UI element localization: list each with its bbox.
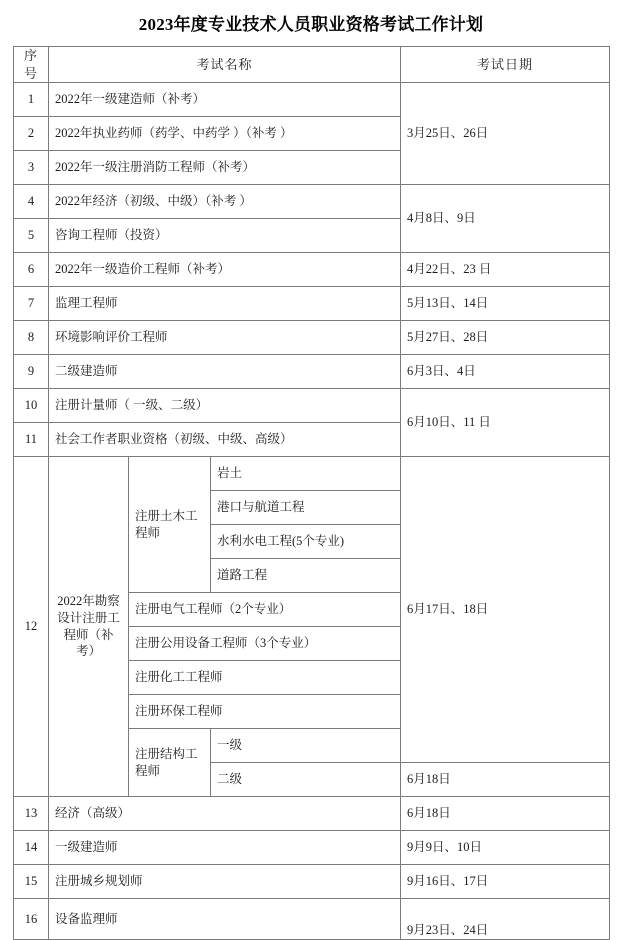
row-exam-name: 经济（高级） bbox=[49, 797, 401, 831]
table-header-row bbox=[14, 47, 610, 83]
row-exam-name: 注册计量师（ 一级、二级） bbox=[49, 389, 401, 423]
table-row bbox=[14, 899, 610, 940]
row-exam-name: 2022年经济（初级、中级）（补考 ） bbox=[49, 185, 401, 219]
exam-plan-table bbox=[13, 46, 610, 940]
header-seq: 序号 bbox=[14, 47, 49, 83]
row-seq: 3 bbox=[14, 151, 49, 185]
row-exam-name: 环境影响评价工程师 bbox=[49, 321, 401, 355]
row-seq: 11 bbox=[14, 423, 49, 457]
table-row-group-12 bbox=[14, 457, 610, 491]
row-seq: 13 bbox=[14, 797, 49, 831]
row-exam-date: 9月16日、17日 bbox=[401, 865, 610, 899]
row12-civil-item: 港口与航道工程 bbox=[211, 491, 401, 525]
row-exam-date: 3月25日、26日 bbox=[401, 83, 610, 185]
row-seq: 9 bbox=[14, 355, 49, 389]
row-seq: 6 bbox=[14, 253, 49, 287]
row-exam-name: 一级建造师 bbox=[49, 831, 401, 865]
row-exam-name: 2022年一级建造师（补考） bbox=[49, 83, 401, 117]
row12-group-label: 2022年勘察设计注册工程师（补考） bbox=[49, 457, 129, 797]
table-row bbox=[14, 865, 610, 899]
row-seq: 2 bbox=[14, 117, 49, 151]
row-exam-name: 二级建造师 bbox=[49, 355, 401, 389]
row12-single-item: 注册电气工程师（2个专业） bbox=[129, 593, 401, 627]
table-row bbox=[14, 83, 610, 117]
row-seq: 15 bbox=[14, 865, 49, 899]
table-row bbox=[14, 287, 610, 321]
table-row bbox=[14, 831, 610, 865]
row12-civil-label: 注册土木工程师 bbox=[129, 457, 211, 593]
row12-civil-item: 岩土 bbox=[211, 457, 401, 491]
row12-civil-item: 水利水电工程(5个专业) bbox=[211, 525, 401, 559]
row12-structural-item: 二级 bbox=[211, 763, 401, 797]
row-seq: 8 bbox=[14, 321, 49, 355]
row-seq: 14 bbox=[14, 831, 49, 865]
table-row bbox=[14, 185, 610, 219]
row-exam-date: 4月22日、23 日 bbox=[401, 253, 610, 287]
row12-date-main: 6月17日、18日 bbox=[401, 457, 610, 763]
row-seq: 4 bbox=[14, 185, 49, 219]
row-exam-date: 9月23日、24日 bbox=[401, 899, 610, 940]
row-exam-date: 9月9日、10日 bbox=[401, 831, 610, 865]
row-seq: 1 bbox=[14, 83, 49, 117]
row-seq: 12 bbox=[14, 457, 49, 797]
row-exam-date: 6月10日、11 日 bbox=[401, 389, 610, 457]
row-seq: 5 bbox=[14, 219, 49, 253]
table-row bbox=[14, 797, 610, 831]
row-exam-date: 5月27日、28日 bbox=[401, 321, 610, 355]
row-exam-name: 2022年执业药师（药学、中药学 ）（补考 ） bbox=[49, 117, 401, 151]
row-exam-name: 社会工作者职业资格（初级、中级、高级） bbox=[49, 423, 401, 457]
row12-single-item: 注册化工工程师 bbox=[129, 661, 401, 695]
row12-single-item: 注册环保工程师 bbox=[129, 695, 401, 729]
table-row bbox=[14, 253, 610, 287]
table-row bbox=[14, 355, 610, 389]
row-exam-name: 2022年一级注册消防工程师（补考） bbox=[49, 151, 401, 185]
row-exam-name: 注册城乡规划师 bbox=[49, 865, 401, 899]
row-seq: 10 bbox=[14, 389, 49, 423]
header-exam-name: 考试名称 bbox=[49, 47, 401, 83]
row-exam-date: 5月13日、14日 bbox=[401, 287, 610, 321]
table-row bbox=[14, 321, 610, 355]
page-title: 2023年度专业技术人员职业资格考试工作计划 bbox=[138, 15, 484, 34]
row-exam-name: 咨询工程师（投资） bbox=[49, 219, 401, 253]
row12-single-item: 注册公用设备工程师（3个专业） bbox=[129, 627, 401, 661]
row-exam-name: 监理工程师 bbox=[49, 287, 401, 321]
row-seq: 7 bbox=[14, 287, 49, 321]
row12-date-secondary: 6月18日 bbox=[401, 763, 610, 797]
row-seq: 16 bbox=[14, 899, 49, 940]
row12-civil-item: 道路工程 bbox=[211, 559, 401, 593]
table-row bbox=[14, 389, 610, 423]
row-exam-date: 6月18日 bbox=[401, 797, 610, 831]
row-exam-name: 设备监理师 bbox=[49, 899, 401, 940]
row12-structural-item: 一级 bbox=[211, 729, 401, 763]
row-exam-name: 2022年一级造价工程师（补考） bbox=[49, 253, 401, 287]
row12-structural-label: 注册结构工程师 bbox=[129, 729, 211, 797]
row-exam-date: 4月8日、9日 bbox=[401, 185, 610, 253]
row-exam-date: 6月3日、4日 bbox=[401, 355, 610, 389]
header-exam-date: 考试日期 bbox=[401, 47, 610, 83]
